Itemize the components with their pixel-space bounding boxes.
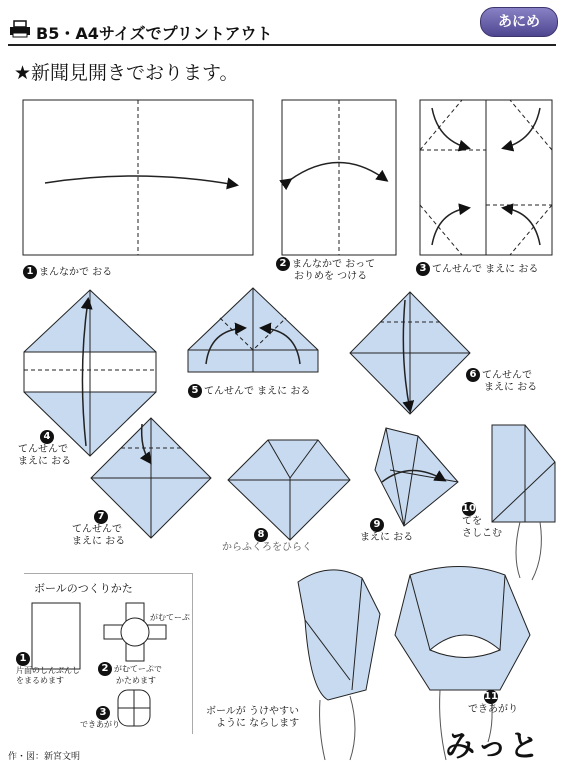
ball-step1-caption: 1 片面のしんぶんし をまるめます xyxy=(16,653,80,685)
finished-cup-side xyxy=(298,570,380,700)
signature: みっと xyxy=(445,729,541,764)
footer-credit: 作・図：新宮文明 xyxy=(8,752,81,762)
step7-caption: 7 てんせんで まえに おる xyxy=(72,511,126,547)
step4-caption: 4 てんせんで まえに おる xyxy=(18,431,72,467)
step6-caption: 6 てんせんで まえに おる xyxy=(466,368,537,394)
step9-caption: 9 まえに おる xyxy=(360,519,414,543)
step1-caption: 1 まんなかで おる xyxy=(23,265,112,279)
brand-badge[interactable]: あにめ xyxy=(480,7,558,37)
ball-step3-caption: 3 できあがり xyxy=(80,707,120,729)
page-title: ★新聞見開きでおります。 xyxy=(14,62,239,84)
ball-tape-label: がむてーぷ xyxy=(150,613,190,622)
step8-caption: 8 からふくろをひらく xyxy=(222,529,312,553)
ball-note: ボールが うけやすい ように ならします xyxy=(206,706,300,729)
finished-cup-front xyxy=(395,567,530,691)
step8-paper xyxy=(228,440,350,540)
step3-caption: 3 てんせんで まえに おる xyxy=(416,262,538,276)
step5-caption: 5 てんせんで まえに おる xyxy=(188,384,310,398)
step2-caption: 2 まんなかで おって おりめを つける xyxy=(276,257,375,283)
header-title: B5・A4サイズでプリントアウト xyxy=(36,24,273,43)
ball-step2-caption: 2 がむてーぷで かためます xyxy=(98,662,162,686)
step10-caption: 10 てを さしこむ xyxy=(462,503,502,539)
ball-section-title: ボールのつくりかた xyxy=(34,582,133,595)
step11-caption: 11 できあがり xyxy=(468,691,518,715)
